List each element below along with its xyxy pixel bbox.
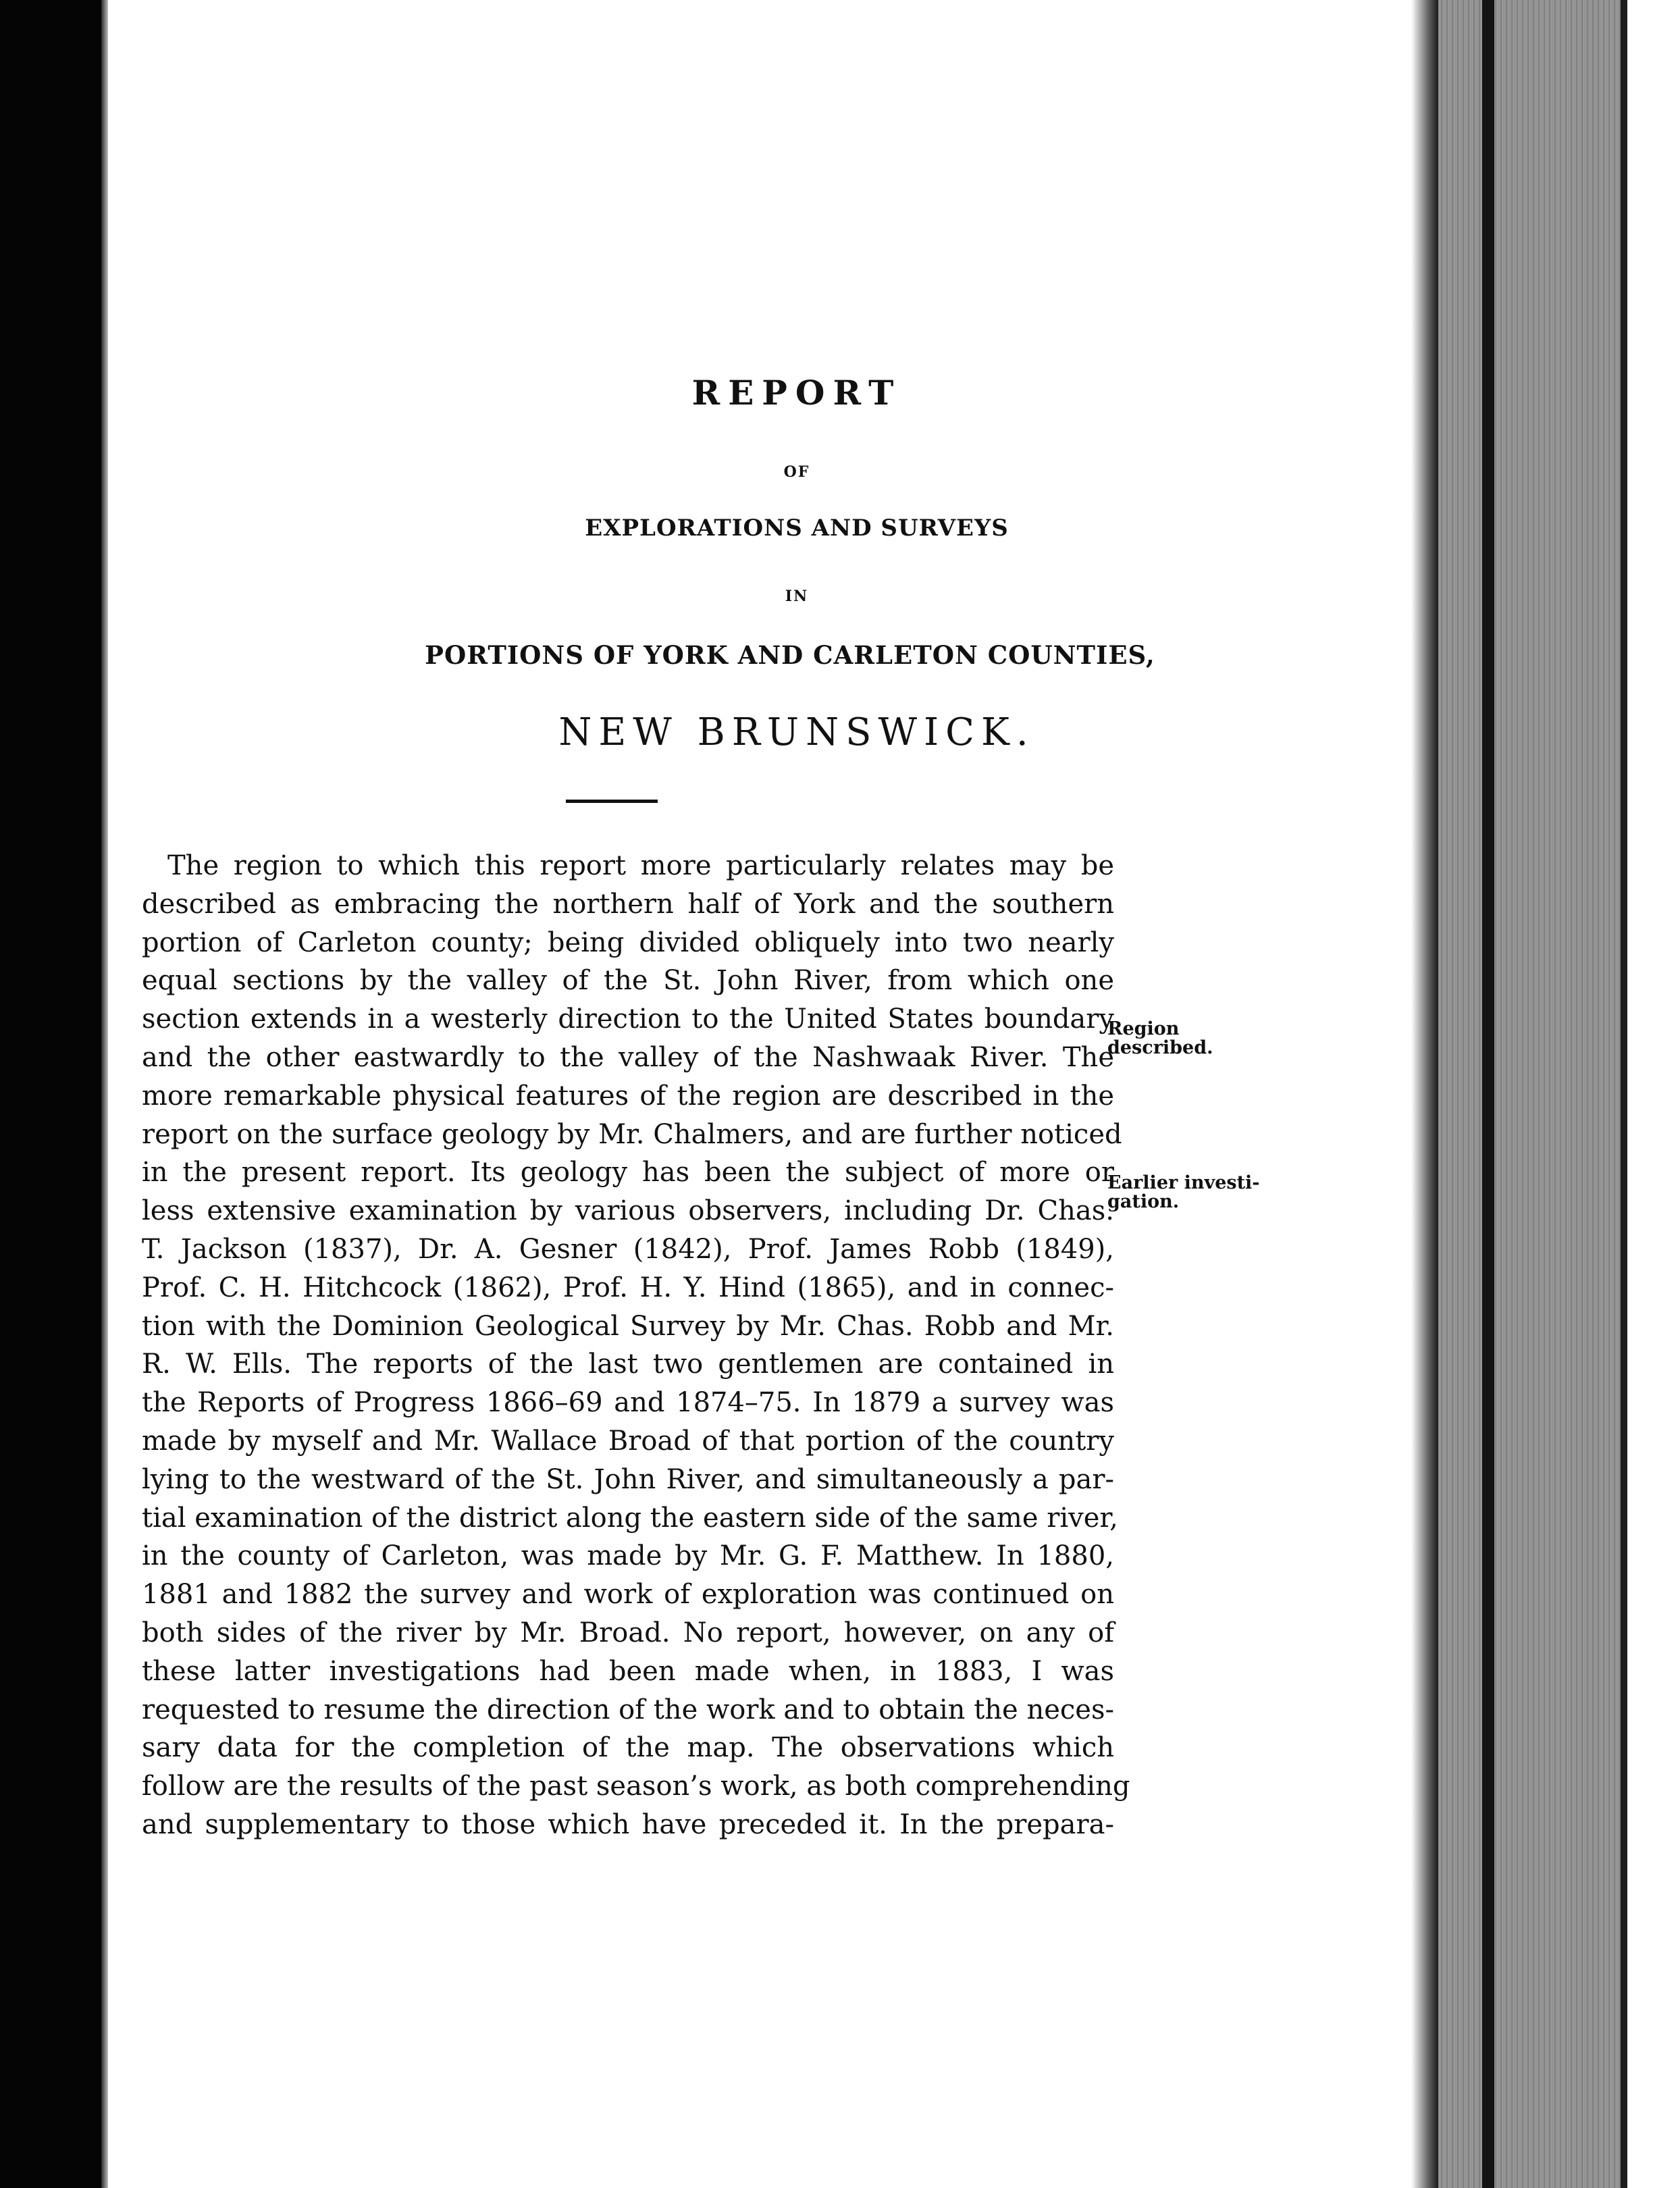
sidenote-line: Earlier investi- xyxy=(1107,1172,1260,1193)
title-explorations: EXPLORATIONS AND SURVEYS xyxy=(585,515,1009,542)
body-line: and the other eastwardly to the valley of the Nashwaak River. The xyxy=(142,1041,1114,1073)
sidenote-line: described. xyxy=(1107,1037,1213,1058)
body-line: equal sections by the valley of the St. John River, from which one xyxy=(142,965,1114,997)
body-line: section extends in a westerly direction to the United States boundary xyxy=(142,1004,1114,1035)
sidenote-line: gation. xyxy=(1107,1191,1180,1212)
body-line: requested to resume the direction of the work and to obtain the neces- xyxy=(142,1694,1114,1725)
body-line: 1881 and 1882 the survey and work of exploration was continued on xyxy=(142,1579,1114,1611)
body-line: report on the surface geology by Mr. Chalmers, and are further noticed xyxy=(142,1118,1122,1150)
book-gutter-shadow xyxy=(1411,0,1438,2188)
body-line: these latter investigations had been made when, in 1883, I was xyxy=(142,1655,1114,1687)
body-line: T. Jackson (1837), Dr. A. Gesner (1842), Prof. James Robb (1849), xyxy=(142,1233,1114,1265)
sidenote-line: Region xyxy=(1107,1018,1180,1039)
body-line: and supplementary to those which have preceded it. In the prepara- xyxy=(142,1808,1114,1840)
sidenote-earlier-investigation xyxy=(1107,1174,1260,1212)
body-line: R. W. Ells. The reports of the last two gentlemen are contained in xyxy=(142,1349,1114,1380)
body-line: tial examination of the district along the eastern side of the same river, xyxy=(142,1502,1118,1534)
body-line: the Reports of Progress 1866–69 and 1874–75. In 1879 a survey was xyxy=(142,1387,1114,1419)
book-stack-edge xyxy=(1621,0,1627,2188)
title-province: NEW BRUNSWICK. xyxy=(558,710,1035,754)
scan-outside-margin xyxy=(1627,0,1680,2188)
book-stack-dark-line xyxy=(1482,0,1494,2188)
body-line: described as embracing the northern half of York and the southern xyxy=(142,888,1114,920)
body-line: follow are the results of the past season’s work, as both comprehending xyxy=(142,1771,1130,1802)
body-paragraph xyxy=(142,847,1130,1844)
title-divider-rule xyxy=(566,800,658,803)
title-report: REPORT xyxy=(691,373,902,413)
body-line: portion of Carleton county; being divided obliquely into two nearly xyxy=(142,927,1114,958)
title-portions: PORTIONS OF YORK AND CARLETON COUNTIES, xyxy=(425,640,1155,670)
title-of: OF xyxy=(783,463,810,481)
sidenote-region xyxy=(1107,1020,1213,1058)
body-line: in the county of Carleton, was made by Mr. G. F. Matthew. In 1880, xyxy=(142,1540,1114,1572)
body-line: more remarkable physical features of the region are described in the xyxy=(142,1080,1114,1112)
body-line: in the present report. Its geology has been the subject of more or xyxy=(142,1157,1114,1189)
body-line: lying to the westward of the St. John River, and simultaneously a par- xyxy=(142,1463,1114,1495)
body-line: Prof. C. H. Hitchcock (1862), Prof. H. Y. Hind (1865), and in connec- xyxy=(142,1272,1114,1303)
book-page-stack xyxy=(1438,0,1627,2188)
title-in: IN xyxy=(785,588,809,605)
body-line: The region to which this report more particularly relates may be xyxy=(167,850,1114,881)
body-line: both sides of the river by Mr. Broad. No report, however, on any of xyxy=(142,1617,1114,1648)
body-line: sary data for the completion of the map. The observations which xyxy=(142,1732,1114,1764)
body-line: less extensive examination by various observers, including Dr. Chas. xyxy=(142,1195,1114,1227)
body-line: made by myself and Mr. Wallace Broad of that portion of the country xyxy=(142,1425,1114,1457)
body-line: tion with the Dominion Geological Survey by Mr. Chas. Robb and Mr. xyxy=(142,1310,1114,1342)
scan-left-border xyxy=(0,0,101,2188)
scan-left-edge xyxy=(101,0,108,2188)
